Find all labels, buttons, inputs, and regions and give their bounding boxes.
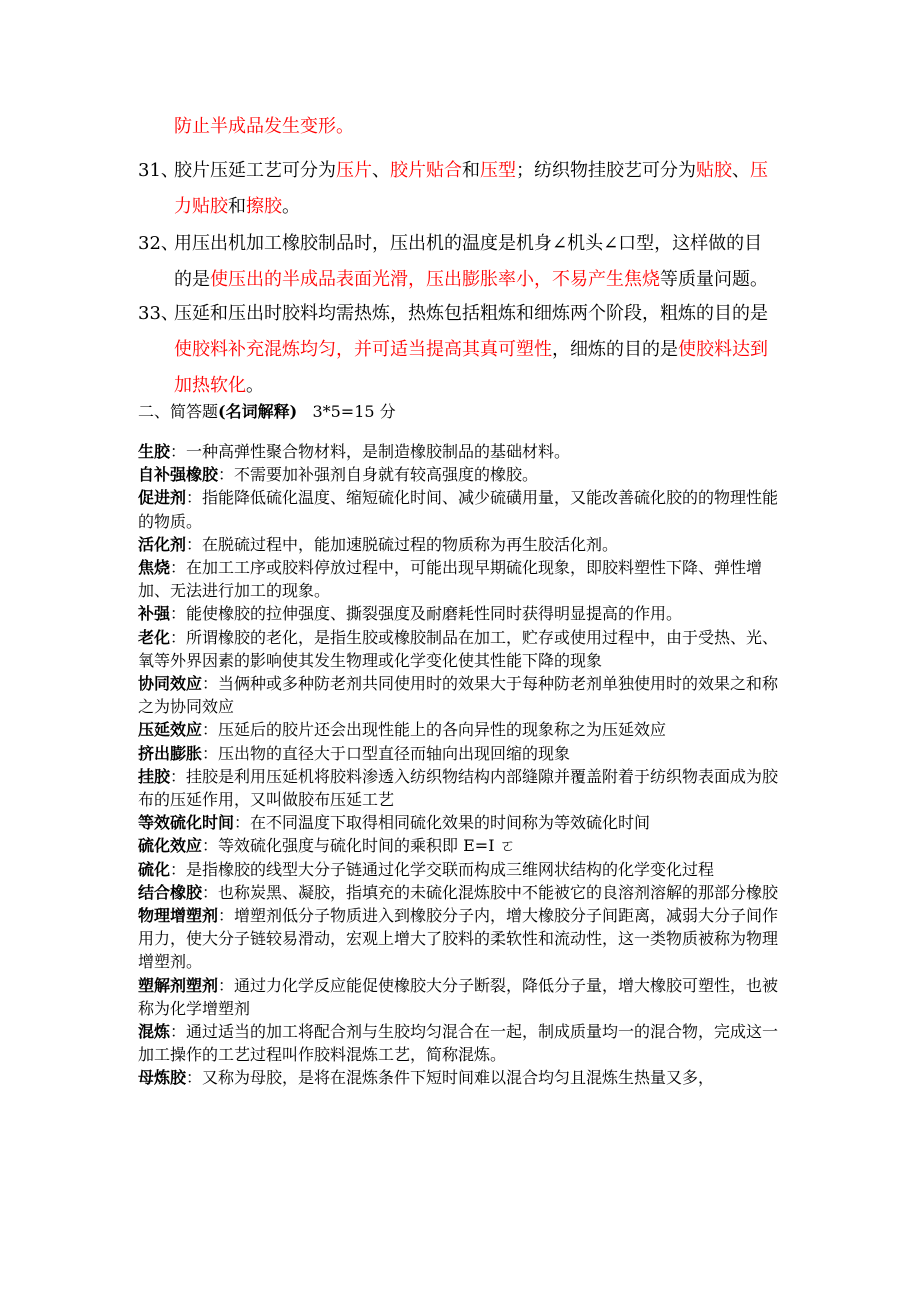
section-subtitle: (名词解释): [218, 402, 298, 421]
answer-text: 擦胶: [246, 196, 282, 217]
definition-item: [138, 904, 788, 974]
definition-text: ：挂胶是利用压延机将胶料渗透入纺织物结构内部缝隙并覆盖附着于纺织物表面成为胶布的压延作用，又叫做胶布压延工艺: [138, 766, 779, 810]
definition-term: 混炼: [138, 1022, 171, 1042]
definition-text: ：指能降低硫化温度、缩短硫化时间、减少硫磺用量，又能改善硫化胶的的物理性能的物质。: [138, 488, 779, 531]
question-32: 32、用压出机加工橡胶制品时，压出机的温度是机身∠机头∠口型，这样做的目 的是使压出的半成品表面光滑，压出膨胀率小，不易产生焦烧等质量问题。: [138, 226, 788, 298]
definition-text: ：压延后的胶片还会出现性能上的各向异性的现象称之为压延效应: [202, 720, 667, 740]
definition-item: [138, 1020, 788, 1066]
continuation-text: 防止半成品发生变形。: [174, 116, 354, 137]
definition-term: 母炼胶: [138, 1068, 187, 1088]
question-31: 31、胶片压延工艺可分为压片、胶片贴合和压型；纺织物挂胶艺可分为贴胶、压 力贴胶和擦胶。: [138, 153, 788, 225]
definition-item: [138, 626, 788, 672]
definition-text: ：在不同温度下取得相同硫化效果的时间称为等效硫化时间: [234, 813, 651, 833]
definition-item: [138, 672, 788, 718]
question-number: 33、: [138, 303, 179, 324]
answer-text: 使压出的半成品表面光滑，压出膨胀率小，不易产生焦烧: [210, 269, 660, 290]
answer-text: 压型: [480, 160, 516, 181]
definition-item: [138, 765, 788, 811]
definition-item: [138, 834, 788, 857]
definition-item: [138, 533, 788, 556]
definition-item: [138, 742, 788, 765]
definition-term: 压延效应: [138, 720, 203, 740]
definition-term: 生胶: [138, 442, 171, 461]
answer-text: 使胶料达到: [678, 339, 768, 360]
question-33: 33、压延和压出时胶料均需热炼，热炼包括粗炼和细炼两个阶段，粗炼的目的是 使胶料补充混炼均匀，并可适当提高其真可塑性，细炼的目的是使胶料达到 加热软化。: [138, 296, 788, 404]
definition-term: 硫化: [138, 859, 171, 879]
answer-text: 胶片贴合: [390, 160, 462, 181]
definition-term: 塑解剂塑剂: [138, 975, 219, 995]
definition-text: ：不需要加补强剂自身就有较高强度的橡胶。: [218, 465, 539, 485]
definition-item: [138, 881, 788, 904]
definition-text: ：当俩种或多种防老剂共同使用时的效果大于每种防老剂单独使用时的效果之和称之为协同效应: [138, 674, 779, 717]
definition-item: [138, 858, 788, 881]
definition-term: 活化剂: [138, 534, 187, 554]
definition-item: [138, 556, 788, 602]
definition-item: [138, 486, 788, 532]
section-prefix: 二、简答题: [138, 402, 219, 421]
definition-term: 补强: [138, 604, 171, 624]
definition-term: 结合橡胶: [138, 882, 203, 902]
definition-term: 促进剂: [138, 488, 187, 508]
definition-text: ：能使橡胶的拉伸强度、撕裂强度及耐磨耗性同时获得明显提高的作用。: [170, 604, 683, 624]
answer-text: 加热软化: [174, 375, 246, 396]
definition-term: 协同效应: [138, 674, 203, 694]
definition-text: ：所谓橡胶的老化，是指生胶或橡胶制品在加工，贮存或使用过程中，由于受热、光、氧等外界因素的影响使其发生物理或化学变化使其性能下降的现象: [138, 627, 779, 670]
definition-term: 物理增塑剂: [138, 906, 219, 926]
definition-text: ：通过力化学反应能促使橡胶大分子断裂，降低分子量，增大橡胶可塑性，也被称为化学增塑剂: [138, 975, 779, 1018]
question-number: 31、: [138, 160, 179, 181]
definition-item: [138, 440, 788, 463]
definition-item: [138, 974, 788, 1020]
question-number: 32、: [138, 233, 179, 254]
definition-text: ：又称为母胶，是将在混炼条件下短时间难以混合均匀且混炼生热量又多，: [186, 1068, 715, 1088]
answer-text: 压: [750, 160, 768, 181]
definition-text: ：也称炭黑、凝胶，指填充的未硫化混炼胶中不能被它的良溶剂溶解的那部分橡胶: [202, 882, 779, 902]
definition-term: 焦烧: [138, 558, 171, 578]
answer-text: 力贴胶: [174, 196, 228, 217]
answer-text: 压片: [336, 160, 372, 181]
answer-text: 贴胶: [696, 160, 732, 181]
definition-item: [138, 1066, 788, 1089]
definition-item: [138, 718, 788, 741]
definition-term: 等效硫化时间: [138, 813, 235, 833]
definition-term: 挤出膨胀: [138, 743, 203, 763]
definition-item: [138, 811, 788, 834]
definition-item: [138, 463, 788, 486]
definition-text: ：一种高弹性聚合物材料，是制造橡胶制品的基础材料。: [170, 442, 571, 461]
definition-item: [138, 602, 788, 625]
definition-text: ：等效硫化强度与硫化时间的乘积即 E=I ㄛ: [202, 836, 516, 856]
answer-text: 使胶料补充混炼均匀，并可适当提高其真可塑性: [174, 339, 552, 360]
definition-text: ：在加工工序或胶料停放过程中，可能出现早期硫化现象，即胶料塑性下降、弹性增加、无法进行加工的现象。: [138, 558, 763, 601]
definition-text: ：增塑剂低分子物质进入到橡胶分子内，增大橡胶分子间距离，减弱大分子间作用力，使大分子链较易滑动，宏观上增大了胶料的柔软性和流动性，这一类物质被称为物理增塑剂。: [138, 906, 779, 972]
definitions-list: [138, 440, 788, 1090]
definition-term: 挂胶: [138, 766, 171, 786]
section-score: 3*5=15 分: [312, 402, 396, 421]
definition-term: 硫化效应: [138, 836, 203, 856]
definition-text: ：通过适当的加工将配合剂与生胶均匀混合在一起，制成质量均一的混合物，完成这一加工操作的工艺过程叫作胶料混炼工艺，简称混炼。: [138, 1022, 779, 1065]
definition-term: 老化: [138, 627, 171, 647]
definition-text: ：在脱硫过程中，能加速脱硫过程的物质称为再生胶活化剂。: [186, 534, 619, 554]
continuation-line: [138, 109, 788, 145]
definition-text: ：压出物的直径大于口型直径而轴向出现回缩的现象: [202, 743, 571, 763]
definition-text: ：是指橡胶的线型大分子链通过化学交联而构成三维网状结构的化学变化过程: [170, 859, 715, 879]
section-heading: [138, 400, 396, 424]
definition-term: 自补强橡胶: [138, 465, 219, 485]
